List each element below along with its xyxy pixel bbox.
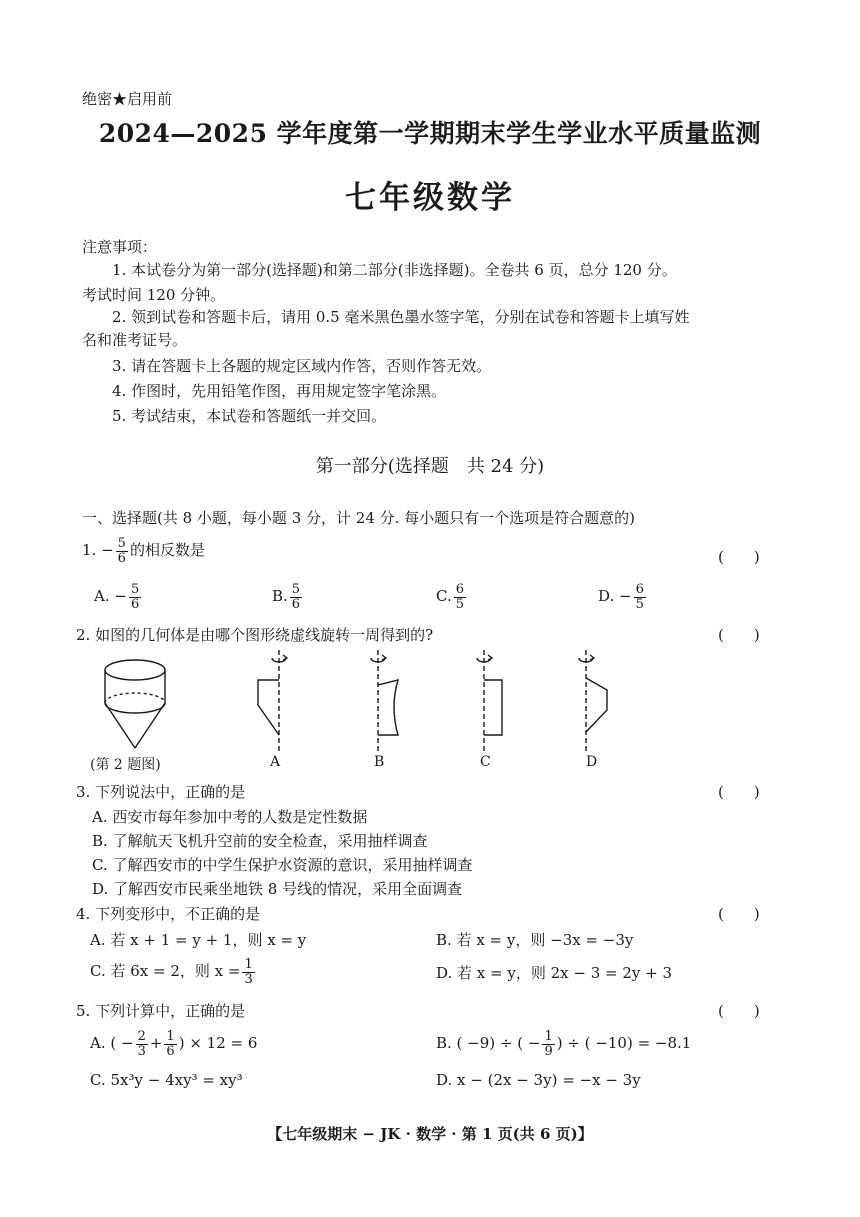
notice-item-3: 3. 请在答题卡上各题的规定区域内作答，否则作答无效。 xyxy=(112,357,492,375)
notice-item-2: 2. 领到试卷和答题卡后，请用 0.5 毫米黑色墨水签字笔，分别在试卷和答题卡上填写姓 xyxy=(112,308,690,326)
section-heading: 一、选择题(共 8 小题，每小题 3 分，计 24 分. 每小题只有一个选项是符合题意的) xyxy=(82,509,636,527)
q4-option-d: D. 若 x = y，则 2x − 3 = 2y + 3 xyxy=(436,964,673,982)
question-3: 3. 下列说法中，正确的是 xyxy=(76,783,246,801)
q4-option-a: A. 若 x + 1 = y + 1，则 x = y xyxy=(90,931,307,949)
question-5: 5. 下列计算中，正确的是 xyxy=(76,1002,246,1020)
q3-option-a: A. 西安市每年参加中考的人数是定性数据 xyxy=(92,808,368,826)
q4-option-c: C. 若 6x = 2，则 x = $\frac{1}{3}$ xyxy=(90,957,253,987)
q1-option-d: D. − $\frac{6}{5}$ xyxy=(598,582,644,612)
q3-option-d: D. 了解西安市民乘坐地铁 8 号线的情况，采用全面调查 xyxy=(92,880,463,898)
q3-option-b: B. 了解航天飞机升空前的安全检查，采用抽样调查 xyxy=(92,832,428,850)
figure-caption: (第 2 题图) xyxy=(90,757,161,773)
page-footer: 【七年级期末 − JK · 数学 · 第 1 页(共 6 页)】 xyxy=(267,1125,593,1143)
part-one-title: 第一部分(选择题 共 24 分) xyxy=(315,456,545,477)
option-a-figure xyxy=(258,650,287,752)
answer-paren-4: ( ) xyxy=(718,905,760,923)
answer-paren-5: ( ) xyxy=(718,1002,760,1020)
question-4: 4. 下列变形中，不正确的是 xyxy=(76,905,261,923)
solid-figure xyxy=(105,660,165,748)
answer-paren-1: ( ) xyxy=(718,548,760,566)
q5-option-b: B. ( −9) ÷ ( − $\frac{1}{9}$ ) ÷ ( −10) = −8.1 xyxy=(436,1029,692,1059)
notice-item-2-cont: 名和准考证号。 xyxy=(82,331,188,349)
q1-option-c: C. $\frac{6}{5}$ xyxy=(436,582,464,612)
notice-item-1: 1. 本试卷分为第一部分(选择题)和第二部分(非选择题)。全卷共 6 页，总分 120 分。 xyxy=(112,261,677,279)
q5-option-c: C. 5x³y − 4xy³ = xy³ xyxy=(90,1071,243,1089)
q5-option-d: D. x − (2x − 3y) = −x − 3y xyxy=(436,1071,641,1089)
option-c-figure xyxy=(477,650,502,752)
answer-paren-2: ( ) xyxy=(718,626,760,644)
q4-option-b: B. 若 x = y，则 −3x = −3y xyxy=(436,931,634,949)
answer-paren-3: ( ) xyxy=(718,783,760,801)
question-1: 1. − $\frac{5}{6}$ 的相反数是 xyxy=(82,536,205,566)
question-2: 2. 如图的几何体是由哪个图形绕虚线旋转一周得到的? xyxy=(76,626,434,644)
notice-item-4: 4. 作图时，先用铅笔作图，再用规定签字笔涂黑。 xyxy=(112,382,447,400)
figure-label-c: C xyxy=(480,754,491,770)
figure-label-b: B xyxy=(374,754,385,770)
figure-label-d: D xyxy=(586,754,598,770)
q1-option-a: A. − $\frac{5}{6}$ xyxy=(94,582,140,612)
option-d-figure xyxy=(579,650,607,752)
q1-option-b: B. $\frac{5}{6}$ xyxy=(272,582,301,612)
notice-item-5: 5. 考试结束，本试卷和答题纸一并交回。 xyxy=(112,407,387,425)
notice-item-1-cont: 考试时间 120 分钟。 xyxy=(82,286,226,304)
option-b-figure xyxy=(371,650,398,752)
notice-heading: 注意事项： xyxy=(82,238,158,256)
figure-label-a: A xyxy=(270,754,281,770)
confidential-mark: 绝密★启用前 xyxy=(82,90,173,108)
exam-subject: 七年级数学 xyxy=(345,180,515,216)
q3-option-c: C. 了解西安市的中学生保护水资源的意识，采用抽样调查 xyxy=(92,856,473,874)
exam-title: 2024—2025 学年度第一学期期末学生学业水平质量监测 xyxy=(98,119,762,148)
q5-option-a: A. ( − $\frac{2}{3}$ + $\frac{1}{6}$ ) × 12 = 6 xyxy=(90,1029,258,1059)
